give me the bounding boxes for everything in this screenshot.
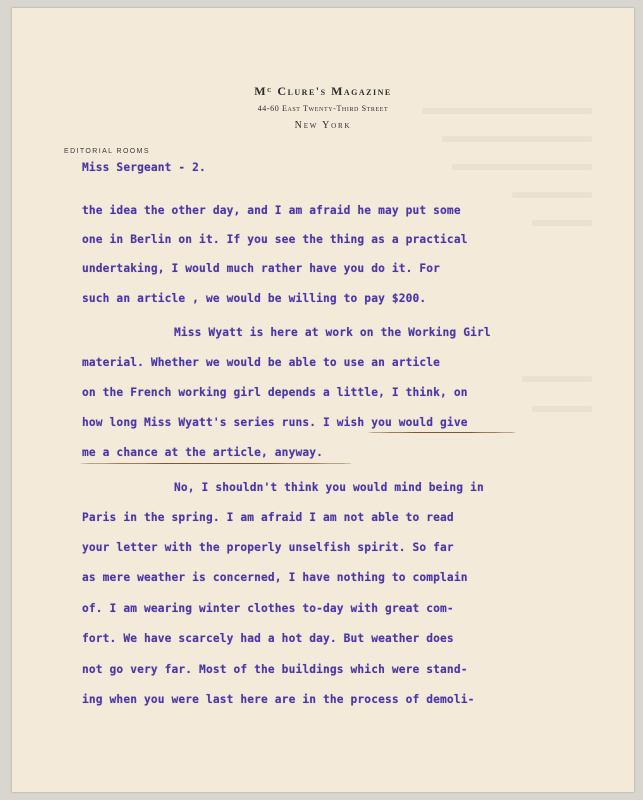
text-line: material. Whether we would be able to use an article xyxy=(82,356,441,369)
text-line: undertaking, I would much rather have you do it. For xyxy=(82,262,441,275)
text-line: such an article , we would be willing to pay $200. xyxy=(82,292,427,305)
text-line: as mere weather is concerned, I have nothing to complain xyxy=(82,571,468,584)
text-line: on the French working girl depends a little, I think, on xyxy=(82,386,468,399)
letterhead-address: 44-60 East Twenty-Third Street xyxy=(257,104,389,113)
pencil-underline xyxy=(80,463,352,464)
text-line: the idea the other day, and I am afraid he may put some xyxy=(82,204,461,217)
text-line: ing when you were last here are in the process of demoli- xyxy=(82,693,475,706)
editorial-rooms-label: EDITORIAL ROOMS xyxy=(64,148,150,155)
pencil-underline xyxy=(368,432,516,433)
text-line: fort. We have scarcely had a hot day. But weather does xyxy=(82,632,454,645)
text-line: No, I shouldn't think you would mind being in xyxy=(174,481,484,494)
letter-page xyxy=(12,8,634,792)
letterhead-magazine-name: $M^c$ Clure's Magazine xyxy=(254,84,392,98)
text-line: one in Berlin on it. If you see the thing as a practical xyxy=(82,233,468,246)
text-line: your letter with the properly unselfish spirit. So far xyxy=(82,541,454,554)
text-line: how long Miss Wyatt's series runs. I wish you would give xyxy=(82,416,468,429)
text-line: not go very far. Most of the buildings which were stand- xyxy=(82,663,468,676)
text-line: Paris in the spring. I am afraid I am not able to read xyxy=(82,511,454,524)
letterhead-city: New York xyxy=(294,120,352,131)
text-line: me a chance at the article, anyway. xyxy=(82,446,323,459)
text-line: Miss Wyatt is here at work on the Working Girl xyxy=(174,326,491,339)
page-header: Miss Sergeant - 2. xyxy=(82,161,206,174)
text-line: of. I am wearing winter clothes to-day with great com- xyxy=(82,602,454,615)
